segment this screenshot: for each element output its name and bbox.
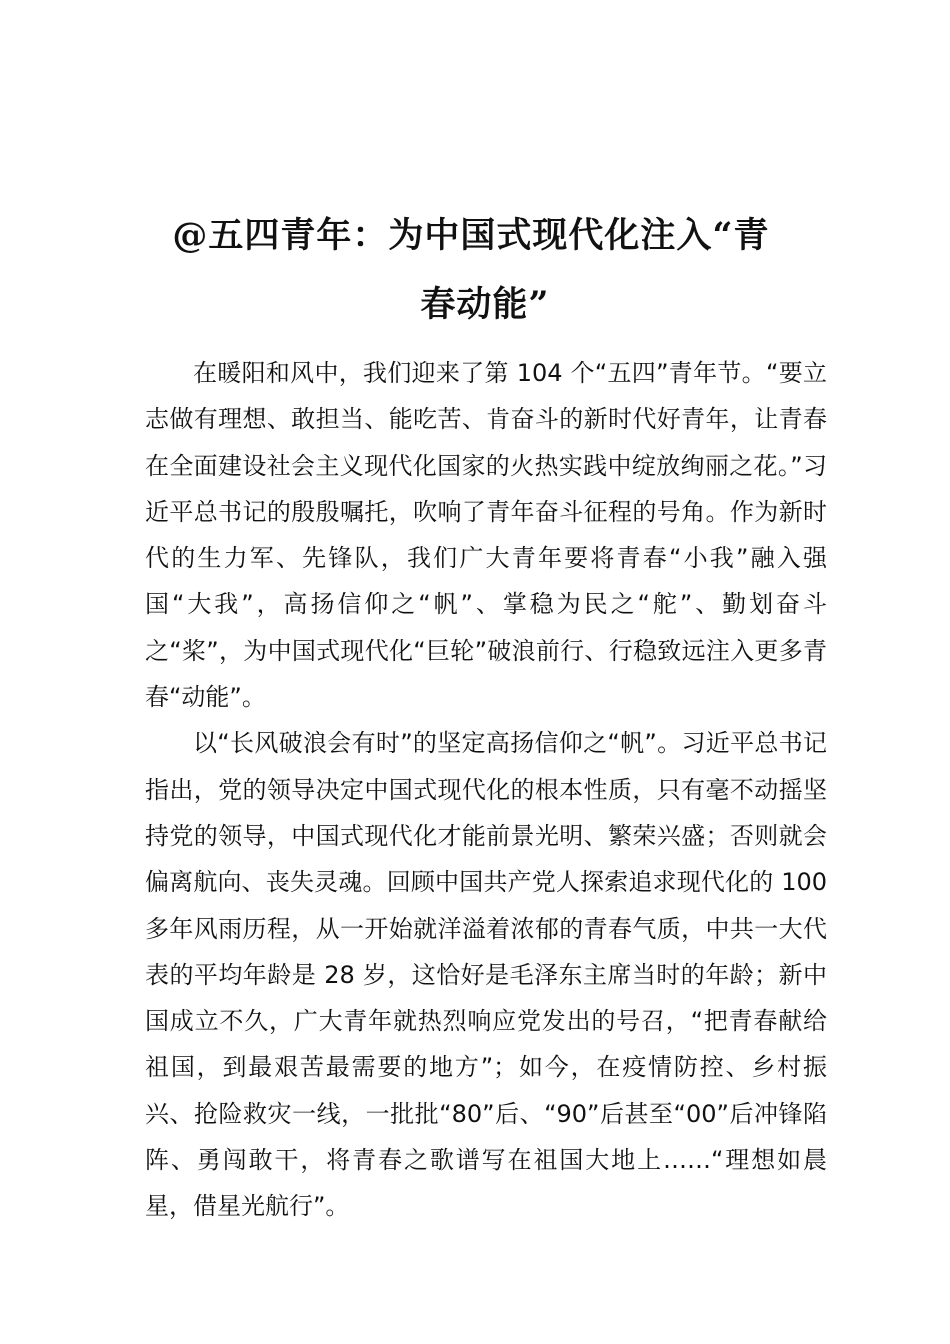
article-title bbox=[0, 201, 950, 339]
article-body bbox=[145, 350, 827, 1230]
paragraph-1: 在暖阳和风中，我们迎来了第 104 个“五四”青年节。“要立志做有理想、敢担当、能吃苦、肯奋斗的新时代好青年，让青春在全面建设社会主义现代化国家的火热实践中绽放绚丽之花。”习近平总书记的殷殷嘱托，吹响了青年奋斗征程的号角。作为新时代的生力军、先锋队，我们广大青年要将青春“小我”融入强国“大我”，高扬信仰之“帆”、掌稳为民之“舵”、勤划奋斗之“桨”，为中国式现代化“巨轮”破浪前行、行稳致远注入更多青春“动能”。 bbox=[145, 359, 827, 712]
article-title-line-1: @五四青年：为中国式现代化注入“青 bbox=[172, 215, 770, 257]
article-title-line-2: 春动能” bbox=[420, 284, 550, 326]
paragraph-2: 以“长风破浪会有时”的坚定高扬信仰之“帆”。习近平总书记指出，党的领导决定中国式现代化的根本性质，只有毫不动摇坚持党的领导，中国式现代化才能前景光明、繁荣兴盛；否则就会偏离航向、丧失灵魂。回顾中国共产党人探索追求现代化的 100 多年风雨历程，从一开始就洋溢着浓郁的青春气质，中共一大代表的平均年龄是 28 岁，这恰好是毛泽东主席当时的年龄；新中国成立不久，广大青年就热烈响应党发出的号召，“把青春献给祖国，到最艰苦最需要的地方”；如今，在疫情防控、乡村振兴、抢险救灾一线，一批批“80”后、“90”后甚至“00”后冲锋陷阵、勇闯敢干，将青春之歌谱写在祖国大地上……“理想如晨星，借星光航行”。 bbox=[145, 729, 827, 1221]
